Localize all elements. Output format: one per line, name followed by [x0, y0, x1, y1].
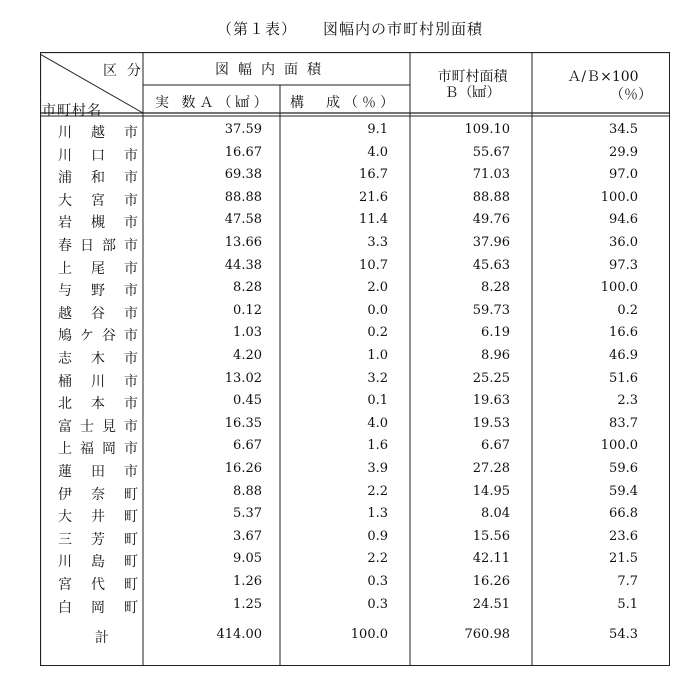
actual-area-value: 5.37 [233, 506, 262, 522]
name-char: 市 [124, 170, 138, 187]
name-char: 富 [58, 418, 72, 435]
actual-area-value: 13.66 [224, 235, 262, 250]
actual-area-value: 1.26 [233, 574, 262, 589]
municipality-name [58, 393, 138, 413]
ratio-value: 59.4 [609, 483, 638, 499]
name-char: 岡 [91, 599, 105, 616]
area-table [40, 52, 670, 666]
table-row [40, 393, 670, 416]
table-row [40, 348, 670, 371]
name-char: 野 [91, 283, 105, 300]
name-char: 市 [124, 441, 138, 458]
city-area-value: 24.51 [472, 596, 510, 612]
table-row [40, 325, 670, 348]
ratio-value: 23.6 [609, 528, 638, 544]
name-char: 市 [124, 373, 138, 390]
name-char: 市 [124, 464, 138, 480]
composition-value: 16.7 [359, 167, 388, 183]
municipality-name [58, 235, 138, 255]
name-char: 浦 [58, 170, 72, 187]
actual-area-value: 88.88 [224, 189, 262, 205]
composition-value: 0.9 [367, 528, 388, 544]
city-area-value: 49.76 [472, 212, 510, 228]
table-row [40, 506, 670, 529]
total-ratio: 54.3 [609, 627, 638, 643]
name-char: 町 [124, 599, 138, 616]
municipality-name [58, 303, 138, 323]
composition-value: 0.1 [367, 393, 388, 409]
composition-value: 0.3 [367, 596, 388, 612]
ratio-value: 100.0 [600, 280, 638, 296]
ratio-value: 29.9 [609, 144, 638, 160]
ratio-value: 34.5 [609, 122, 638, 137]
municipality-name [58, 258, 138, 278]
city-area-value: 25.25 [472, 370, 510, 386]
table-row [40, 461, 670, 484]
city-area-value: 27.28 [472, 461, 510, 476]
municipality-name [58, 280, 138, 300]
table-row [40, 258, 670, 281]
name-char: 部 [102, 238, 116, 254]
name-char: 上 [58, 441, 72, 458]
name-char: 三 [58, 531, 72, 548]
composition-value: 2.2 [367, 483, 388, 499]
name-char: 本 [91, 396, 105, 413]
name-char: 市 [124, 125, 138, 141]
composition-value: 9.1 [367, 122, 388, 137]
ratio-value: 2.3 [617, 393, 638, 409]
header-ratio: Ａ/Ｂ×100 [567, 69, 639, 85]
city-area-value: 16.26 [472, 574, 510, 589]
composition-value: 0.3 [367, 574, 388, 589]
table-caption: 図幅内の市町村別面積 [323, 20, 484, 38]
table-row [40, 190, 670, 213]
name-char: 市 [124, 351, 138, 367]
composition-value: 10.7 [359, 257, 388, 273]
name-char: 福 [80, 441, 94, 458]
municipality-name [58, 348, 138, 368]
municipality-name [58, 190, 138, 210]
name-char: 見 [102, 418, 116, 435]
name-char: 伊 [58, 486, 72, 503]
composition-value: 4.0 [367, 144, 388, 160]
total-actual-area: 414.00 [216, 627, 262, 643]
name-char: 木 [91, 351, 105, 367]
name-char: 日 [80, 238, 94, 254]
name-char: 蓮 [58, 464, 72, 480]
table-row [40, 212, 670, 235]
city-area-value: 37.96 [472, 235, 510, 250]
composition-value: 4.0 [367, 415, 388, 431]
city-area-value: 19.63 [472, 393, 510, 409]
name-char: 宮 [58, 577, 72, 593]
name-char: 市 [124, 147, 138, 164]
name-char: 市 [124, 418, 138, 435]
ratio-value: 51.6 [609, 370, 638, 386]
city-area-value: 42.11 [472, 551, 510, 567]
table-row [40, 235, 670, 258]
city-area-value: 14.95 [472, 483, 510, 499]
table-row [40, 145, 670, 168]
name-char: 桶 [58, 373, 72, 390]
table-row [40, 416, 670, 439]
name-char: 市 [124, 305, 138, 322]
actual-area-value: 8.88 [233, 483, 262, 499]
name-char: 芳 [91, 531, 105, 548]
ratio-value: 97.0 [609, 167, 638, 183]
city-area-value: 15.56 [472, 528, 510, 544]
table-row [40, 303, 670, 326]
city-area-value: 6.19 [481, 325, 510, 341]
composition-value: 0.0 [367, 302, 388, 318]
actual-area-value: 44.38 [224, 257, 262, 273]
actual-area-value: 0.12 [233, 302, 262, 318]
name-char: 市 [124, 283, 138, 300]
name-char: 大 [58, 192, 72, 209]
table-row [40, 574, 670, 597]
name-char: 越 [58, 305, 72, 322]
municipality-name [58, 461, 138, 481]
actual-area-value: 1.25 [233, 596, 262, 612]
municipality-name [58, 167, 138, 187]
total-composition: 100.0 [350, 627, 388, 643]
actual-area-value: 47.58 [224, 212, 262, 228]
municipality-name [58, 506, 138, 526]
name-char: 鳩 [58, 328, 72, 345]
city-area-value: 8.04 [481, 506, 510, 522]
actual-area-value: 16.26 [224, 461, 262, 476]
ratio-value: 83.7 [609, 415, 638, 431]
name-char: 市 [124, 328, 138, 345]
name-char: 田 [91, 464, 105, 480]
city-area-value: 71.03 [472, 167, 510, 183]
actual-area-value: 13.02 [224, 370, 262, 386]
ratio-value: 0.2 [617, 302, 638, 318]
total-city-area: 760.98 [464, 627, 510, 643]
composition-value: 2.0 [367, 280, 388, 296]
ratio-value: 100.0 [600, 438, 638, 454]
table-row [40, 438, 670, 461]
name-char: 谷 [102, 328, 116, 345]
municipality-name [58, 122, 138, 142]
actual-area-value: 4.20 [233, 348, 262, 363]
name-char: 島 [91, 554, 105, 571]
actual-area-value: 3.67 [233, 528, 262, 544]
city-area-value: 45.63 [472, 257, 510, 273]
composition-value: 1.3 [367, 506, 388, 522]
municipality-name [58, 438, 138, 458]
name-char: 越 [91, 125, 105, 141]
municipality-name [58, 416, 138, 436]
name-char: 口 [91, 147, 105, 164]
name-char: 大 [58, 509, 72, 526]
name-char: 谷 [91, 305, 105, 322]
name-char: 市 [124, 192, 138, 209]
name-char: 代 [91, 577, 105, 593]
city-area-value: 6.67 [481, 438, 510, 454]
municipality-name [58, 371, 138, 391]
composition-value: 3.2 [367, 370, 388, 386]
actual-area-value: 8.28 [233, 280, 262, 296]
municipality-name [58, 551, 138, 571]
name-char: 町 [124, 509, 138, 526]
name-char: ケ [80, 328, 94, 345]
name-char: 川 [58, 125, 72, 141]
table-row [40, 484, 670, 507]
ratio-value: 36.0 [609, 235, 638, 250]
actual-area-value: 16.35 [224, 415, 262, 431]
city-area-value: 8.28 [481, 280, 510, 296]
header-composition: 構 成（％） [290, 95, 398, 111]
city-area-value: 8.96 [481, 348, 510, 363]
name-char: 市 [124, 238, 138, 254]
name-char: 北 [58, 396, 72, 413]
ratio-value: 100.0 [600, 189, 638, 205]
composition-value: 3.9 [367, 461, 388, 476]
actual-area-value: 1.03 [233, 325, 262, 341]
actual-area-value: 9.05 [233, 551, 262, 567]
table-title [0, 18, 700, 39]
name-char: 奈 [91, 486, 105, 503]
total-label: 計 [95, 630, 109, 647]
name-char: 上 [58, 260, 72, 277]
city-area-value: 88.88 [472, 189, 510, 205]
composition-value: 3.3 [367, 235, 388, 250]
municipality-name [58, 212, 138, 232]
municipality-name [58, 574, 138, 594]
header-city-area-unit: Ｂ（㎢） [444, 85, 501, 101]
header-city-area: 市町村面積 [437, 69, 508, 85]
name-char: 川 [91, 373, 105, 390]
table-row [40, 551, 670, 574]
name-char: 宮 [91, 192, 105, 209]
name-char: 町 [124, 577, 138, 593]
composition-value: 1.0 [367, 348, 388, 363]
header-ratio-unit: （％） [610, 87, 652, 103]
city-area-value: 59.73 [472, 302, 510, 318]
header-map-area: 図幅内面積 [215, 62, 330, 78]
name-char: 川 [58, 147, 72, 164]
actual-area-value: 69.38 [224, 167, 262, 183]
municipality-name [58, 597, 138, 617]
city-area-value: 55.67 [472, 144, 510, 160]
table-row [40, 122, 670, 145]
header-municipality: 市町村名 [42, 103, 102, 119]
ratio-value: 66.8 [609, 506, 638, 522]
actual-area-value: 37.59 [224, 122, 262, 137]
table-row [40, 371, 670, 394]
ratio-value: 97.3 [609, 257, 638, 273]
table-row [40, 597, 670, 620]
composition-value: 21.6 [359, 189, 388, 205]
composition-value: 1.6 [367, 438, 388, 454]
table-number: （第１表） [216, 20, 297, 38]
total-row [40, 627, 670, 650]
name-char: 町 [124, 554, 138, 571]
header-kubun: 区分 [103, 63, 151, 79]
header-actual-area: 実 数Ａ（㎢） [155, 95, 272, 111]
municipality-name [58, 484, 138, 504]
ratio-value: 21.5 [609, 551, 638, 567]
name-char: 川 [58, 554, 72, 571]
composition-value: 11.4 [359, 212, 388, 228]
municipality-name [58, 325, 138, 345]
ratio-value: 46.9 [609, 348, 638, 363]
name-char: 町 [124, 531, 138, 548]
name-char: 町 [124, 486, 138, 503]
name-char: 岩 [58, 215, 72, 232]
city-area-value: 109.10 [464, 122, 510, 137]
ratio-value: 7.7 [617, 574, 638, 589]
table-row [40, 167, 670, 190]
ratio-value: 94.6 [609, 212, 638, 228]
table-row [40, 280, 670, 303]
municipality-name [58, 145, 138, 165]
name-char: 市 [124, 396, 138, 413]
name-char: 士 [80, 418, 94, 435]
name-char: 市 [124, 260, 138, 277]
name-char: 岡 [102, 441, 116, 458]
ratio-value: 59.6 [609, 461, 638, 476]
ratio-value: 16.6 [609, 325, 638, 341]
composition-value: 2.2 [367, 551, 388, 567]
name-char: 槻 [91, 215, 105, 232]
table-row [40, 529, 670, 552]
name-char: 志 [58, 351, 72, 367]
municipality-name [58, 529, 138, 549]
name-char: 白 [58, 599, 72, 616]
name-char: 和 [91, 170, 105, 187]
name-char: 与 [58, 283, 72, 300]
actual-area-value: 16.67 [224, 144, 262, 160]
name-char: 尾 [91, 260, 105, 277]
name-char: 市 [124, 215, 138, 232]
ratio-value: 5.1 [617, 596, 638, 612]
city-area-value: 19.53 [472, 415, 510, 431]
name-char: 春 [58, 238, 72, 254]
actual-area-value: 0.45 [233, 393, 262, 409]
name-char: 井 [91, 509, 105, 526]
actual-area-value: 6.67 [233, 438, 262, 454]
composition-value: 0.2 [367, 325, 388, 341]
